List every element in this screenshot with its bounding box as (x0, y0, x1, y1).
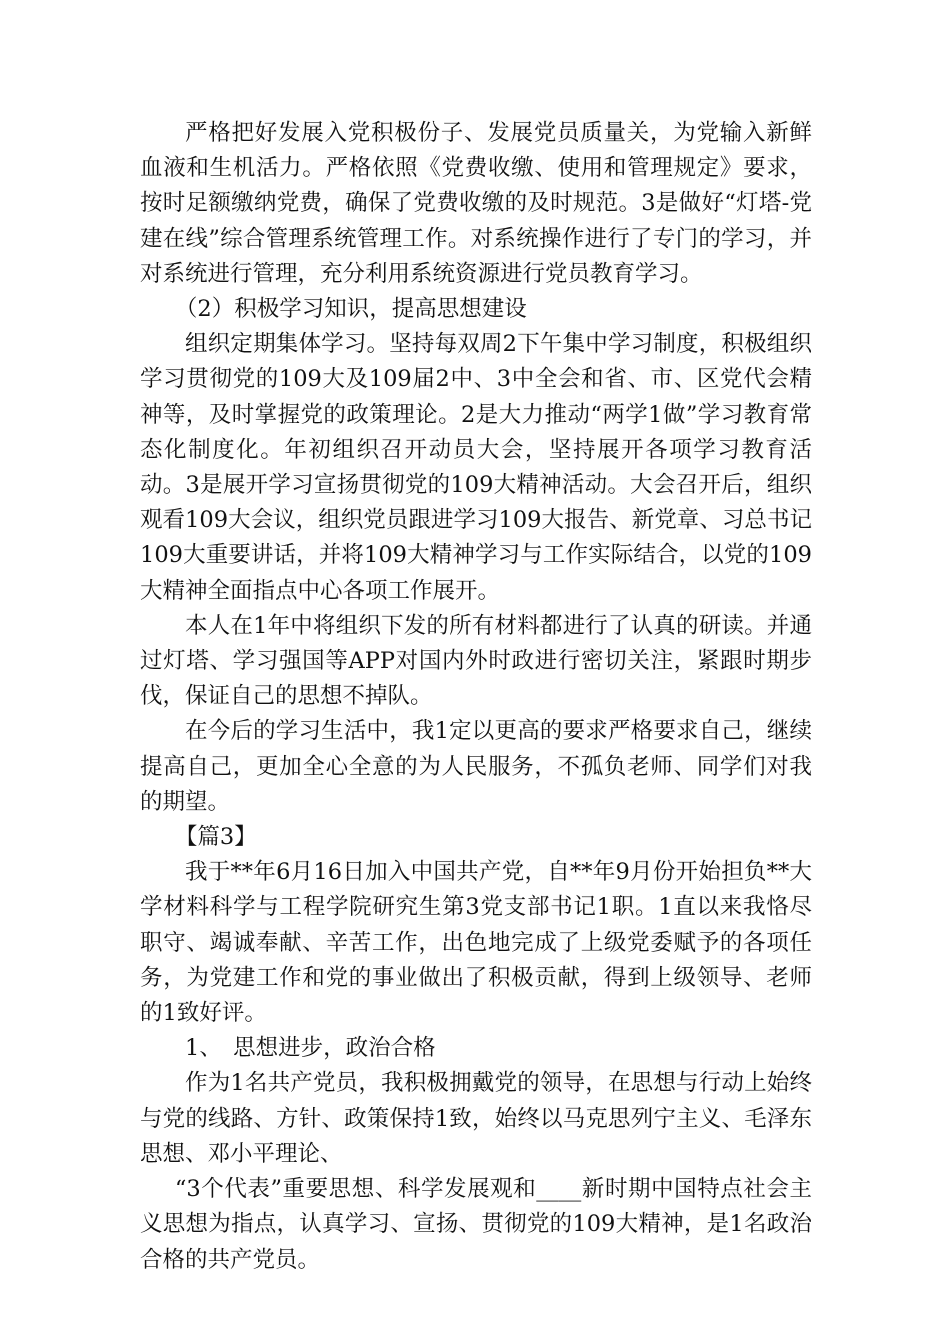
paragraph-guiding-thought: “3个代表”重要思想、科学发展观和____新时期中国特点社会主义思想为指点，认真学习、宣扬、贯彻党的109大精神，是1名政治合格的共产党员。 (140, 1176, 812, 1273)
subheading-study-knowledge: （2）积极学习知识，提高思想建设 (174, 296, 527, 323)
paragraph-branch-secretary: 我于**年6月16日加入中国共产党，自**年9月份开始担负**大学材料科学与工程学院研究生第3党支部书记1职。1直以来我恪尽职守、竭诚奉献、辛苦工作，出色地完成了上级党委赋予的各项任务，为党建工作和党的事业做出了积极贡献，得到上级领导、老师的1致好评。 (140, 859, 812, 1027)
paragraph-personal-reading: 本人在1年中将组织下发的所有材料都进行了认真的研读。并通过灯塔、学习强国等APP对国内外时政进行密切关注，紧跟时期步伐，保证自己的思想不掉队。 (140, 612, 812, 710)
point-heading-political: 1、 思想进步，政治合格 (185, 1035, 436, 1062)
document-body (140, 116, 812, 1278)
paragraph-party-development: 严格把好发展入党积极份子、发展党员质量关，为党输入新鲜血液和生机活力。严格依照《党费收缴、使用和管理规定》要求，按时足额缴纳党费，确保了党费收缴的及时规范。3是做好“灯塔-党建在线”综合管理系统管理工作。对系统操作进行了专门的学习，并对系统进行管理，充分利用系统资源进行党员教育学习。 (140, 120, 812, 287)
paragraph-future-commitment: 在今后的学习生活中，我1定以更高的要求严格要求自己，继续提高自己，更加全心全意的为人民服务，不孤负老师、同学们对我的期望。 (140, 718, 812, 815)
paragraph-collective-study: 组织定期集体学习。坚持每双周2下午集中学习制度，积极组织学习贯彻党的109大及109届2中、3中全会和省、市、区党代会精神等，及时掌握党的政策理论。2是大力推动“两学1做”学习教育常态化制度化。年初组织召开动员大会，坚持展开各项学习教育活动。3是展开学习宣扬贯彻党的109大精神活动。大会召开后，组织观看109大会议，组织党员跟进学习109大报告、新党章、习总书记109大重要讲话，并将109大精神学习与工作实际结合，以党的109大精神全面指点中心各项工作展开。 (140, 331, 812, 604)
paragraph-support-leadership: 作为1名共产党员，我积极拥戴党的领导，在思想与行动上始终与党的线路、方针、政策保持1致，始终以马克思列宁主义、毛泽东思想、邓小平理论、 (140, 1070, 812, 1167)
section-heading-part3: 【篇3】 (174, 824, 257, 851)
